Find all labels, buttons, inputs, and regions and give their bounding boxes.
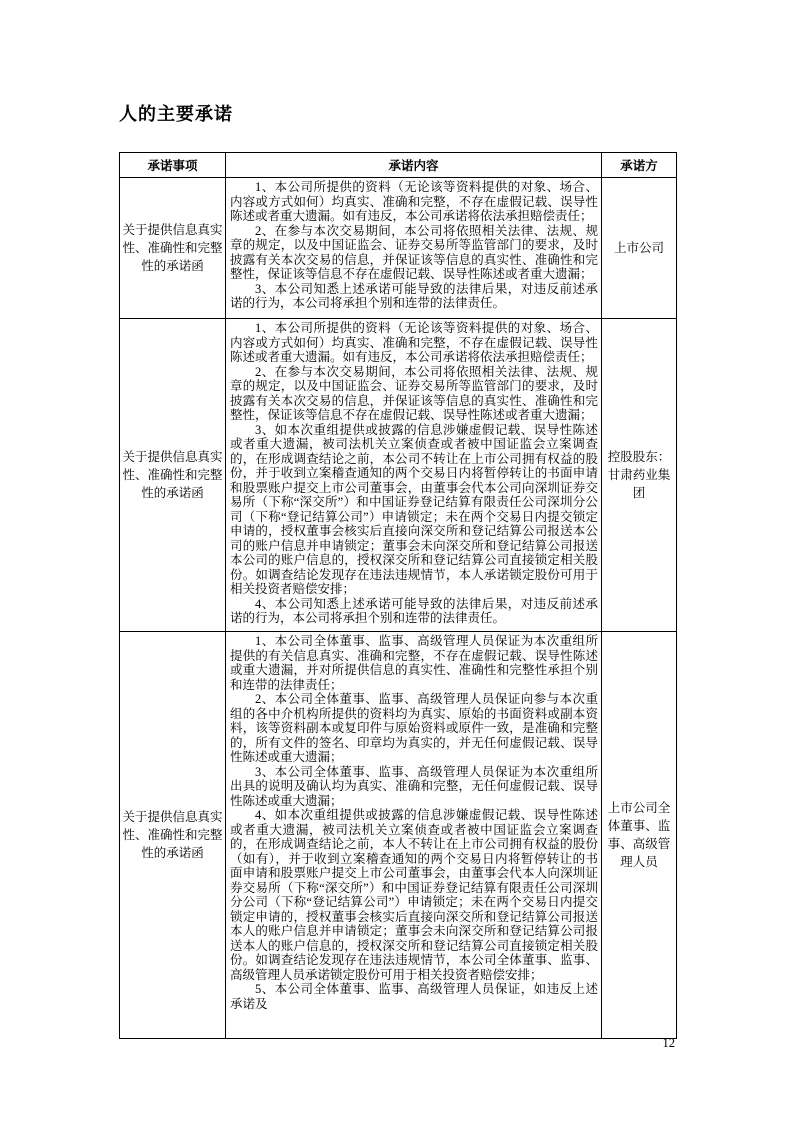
header-commitment-item: 承诺事项 xyxy=(120,153,226,178)
content-paragraph: 2、在参与本次交易期间，本公司将依照相关法律、法规、规章的规定，以及中国证监会、证券交易所等监管部门的要求，及时披露有关本次交易的信息，并保证该等信息的真实性、准确性和完整性，保证该等信息不存在虚假记载、误导性陈述或者重大遗漏； xyxy=(230,364,598,422)
content-paragraph: 1、本公司所提供的资料（无论该等资料提供的对象、场合、内容或方式如何）均真实、准确和完整，不存在虚假记载、误导性陈述或者重大遗漏。如有违反，本公司承诺将依法承担赔偿责任； xyxy=(230,321,598,364)
content-paragraph: 1、本公司全体董事、监事、高级管理人员保证为本次重组所提供的有关信息真实、准确和完整，不存在虚假记载、误导性陈述或重大遗漏，并对所提供信息的真实性、准确性和完整性承担个别和连带的法律责任； xyxy=(230,634,598,692)
content-paragraph: 2、本公司全体董事、监事、高级管理人员保证向参与本次重组的各中介机构所提供的资料均为真实、原始的书面资料或副本资料，该等资料副本或复印件与原始资料或原件一致，是准确和完整的，所有文件的签名、印章均为真实的，并无任何虚假记载、误导性陈述或重大遗漏； xyxy=(230,692,598,764)
commitment-item: 关于提供信息真实性、准确性和完整性的承诺函 xyxy=(120,319,226,632)
header-commitment-party: 承诺方 xyxy=(602,153,677,178)
commitment-party: 上市公司 xyxy=(602,178,677,319)
table-row xyxy=(120,178,677,319)
commitments-table xyxy=(119,152,677,1039)
page-title: 人的主要承诺 xyxy=(119,104,233,124)
content-paragraph: 3、如本次重组提供或披露的信息涉嫌虚假记载、误导性陈述或者重大遗漏，被司法机关立案侦查或者被中国证监会立案调查的，在形成调查结论之前，本公司不转让在上市公司拥有权益的股份，并于收到立案稽查通知的两个交易日内将暂停转让的书面申请和股票账户提交上市公司董事会，由董事会代本公司向深圳证券交易所（下称“深交所”）和中国证券登记结算有限责任公司深圳分公司（下称“登记结算公司”）申请锁定；未在两个交易日内提交锁定申请的，授权董事会核实后直接向深交所和登记结算公司报送本公司的账户信息并申请锁定；董事会未向深交所和登记结算公司报送本公司的账户信息的，授权深交所和登记结算公司直接锁定相关股份。如调查结论发现存在违法违规情节，本人承诺锁定股份可用于相关投资者赔偿安排； xyxy=(230,422,598,596)
page-number: 12 xyxy=(662,1036,675,1050)
table-header-row xyxy=(120,153,677,178)
commitment-item: 关于提供信息真实性、准确性和完整性的承诺函 xyxy=(120,632,226,1039)
content-paragraph: 3、本公司全体董事、监事、高级管理人员保证为本次重组所出具的说明及确认均为真实、准确和完整，无任何虚假记载、误导性陈述或重大遗漏； xyxy=(230,764,598,808)
header-commitment-content: 承诺内容 xyxy=(226,153,602,178)
table-row xyxy=(120,319,677,632)
commitment-content xyxy=(226,319,602,632)
content-paragraph: 5、本公司全体董事、监事、高级管理人员保证，如违反上述承诺及 xyxy=(230,982,598,1011)
content-paragraph: 1、本公司所提供的资料（无论该等资料提供的对象、场合、内容或方式如何）均真实、准确和完整，不存在虚假记载、误导性陈述或者重大遗漏。如有违反，本公司承诺将依法承担赔偿责任； xyxy=(230,180,598,223)
commitment-party: 控股股东：甘肃药业集团 xyxy=(602,319,677,632)
table-row xyxy=(120,632,677,1039)
content-paragraph: 4、如本次重组提供或披露的信息涉嫌虚假记载、误导性陈述或者重大遗漏，被司法机关立案侦查或者被中国证监会立案调查的，在形成调查结论之前，本人不转让在上市公司拥有权益的股份（如有），并于收到立案稽查通知的两个交易日内将暂停转让的书面申请和股票账户提交上市公司董事会，由董事会代本人向深圳证券交易所（下称“深交所”）和中国证券登记结算有限责任公司深圳分公司（下称“登记结算公司”）申请锁定；未在两个交易日内提交锁定申请的，授权董事会核实后直接向深交所和登记结算公司报送本人的账户信息并申请锁定；董事会未向深交所和登记结算公司报送本人的账户信息的，授权深交所和登记结算公司直接锁定相关股份。如调查结论发现存在违法违规情节，本公司全体董事、监事、高级管理人员承诺锁定股份可用于相关投资者赔偿安排； xyxy=(230,808,598,982)
commitment-content xyxy=(226,632,602,1039)
commitment-content xyxy=(226,178,602,319)
commitment-item: 关于提供信息真实性、准确性和完整性的承诺函 xyxy=(120,178,226,319)
commitment-party: 上市公司全体董事、监事、高级管理人员 xyxy=(602,632,677,1039)
content-paragraph: 4、本公司知悉上述承诺可能导致的法律后果，对违反前述承诺的行为，本公司将承担个别和连带的法律责任。 xyxy=(230,596,598,625)
content-paragraph: 2、在参与本次交易期间，本公司将依照相关法律、法规、规章的规定，以及中国证监会、证券交易所等监管部门的要求，及时披露有关本次交易的信息，并保证该等信息的真实性、准确性和完整性，保证该等信息不存在虚假记载、误导性陈述或者重大遗漏； xyxy=(230,223,598,281)
content-paragraph: 3、本公司知悉上述承诺可能导致的法律后果，对违反前述承诺的行为，本公司将承担个别和连带的法律责任。 xyxy=(230,281,598,310)
